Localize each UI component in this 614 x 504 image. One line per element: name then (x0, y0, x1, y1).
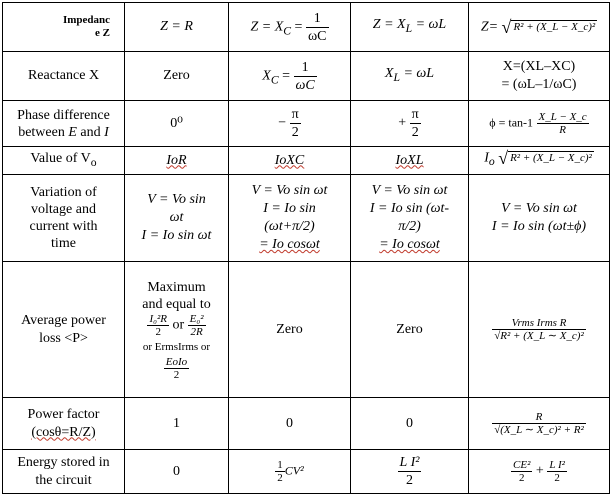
pf-resistor: 1 (125, 398, 229, 450)
vo-resistor-value: IoR (166, 152, 187, 168)
pf-lcr-fraction (492, 411, 586, 436)
energy-capacitor (229, 450, 351, 494)
variation-label-line: voltage and (31, 202, 96, 217)
energy-lcr (469, 450, 610, 494)
variation-label-line: time (51, 236, 76, 251)
energy-lcr-fraction2 (547, 459, 567, 484)
phase-lcr-den: R (559, 124, 566, 136)
vo-label-text: Value of V (30, 150, 91, 166)
power-lcr (469, 262, 610, 398)
power-inductor: Zero (351, 262, 469, 398)
energy-capacitor-num: 1 (277, 459, 283, 471)
header-inductor-sub: L (405, 21, 413, 35)
energy-capacitor-den: 2 (277, 472, 283, 484)
variation-inductor-line: V = Vo sin ωt (371, 183, 448, 198)
table-row-vo (3, 147, 610, 175)
header-capacitor-lhs: Z = X (250, 19, 284, 35)
power-resistor-f2-num: E₀² (189, 312, 204, 325)
table-row-header (3, 3, 610, 52)
header-label-line1: Impedanc (62, 14, 110, 26)
variation-resistor (125, 175, 229, 262)
header-capacitor-fraction (306, 10, 329, 45)
phase-inductor-sign: + (398, 115, 407, 131)
phase-resistor: 0⁰ (125, 101, 229, 147)
phase-capacitor-num: π (291, 107, 299, 122)
reactance-resistor: Zero (125, 52, 229, 101)
variation-lcr-line: V = Vo sin ωt (501, 201, 577, 216)
energy-capacitor-fraction (275, 459, 285, 484)
vo-resistor (125, 147, 229, 175)
table-row-reactance (3, 52, 610, 101)
pf-label-line2: (cosθ=R/Z) (31, 424, 96, 440)
reactance-inductor-sub: L (393, 70, 400, 84)
vo-lcr-sub: o (488, 155, 495, 169)
power-resistor (125, 262, 229, 398)
variation-capacitor-line: I = Io sin (263, 201, 316, 216)
table-row-variation (3, 175, 610, 262)
phase-capacitor (229, 101, 351, 147)
power-resistor-fraction2 (188, 313, 206, 338)
energy-inductor-num: L I² (399, 455, 420, 470)
reactance-lcr (469, 52, 610, 101)
energy-lcr-plus: + (535, 463, 544, 479)
table-row-power-factor (3, 398, 610, 450)
variation-lcr (469, 175, 610, 262)
power-label-line1: Average power (21, 312, 106, 328)
pf-lcr (469, 398, 610, 450)
header-lcr-cell (469, 3, 610, 52)
header-capacitor-den: ωC (307, 28, 327, 44)
phase-lcr (469, 101, 610, 147)
reactance-capacitor-lhs: X (262, 68, 271, 84)
variation-resistor-line: I = Io sin ωt (141, 228, 212, 243)
phase-capacitor-den: 2 (291, 125, 299, 140)
ac-circuit-comparison-table (2, 2, 610, 494)
phase-label-e: E (68, 124, 77, 140)
table-row-phase (3, 101, 610, 147)
energy-capacitor-rhs: CV² (284, 463, 304, 478)
power-resistor-line2: and equal to (142, 296, 211, 312)
vo-label (3, 147, 125, 175)
energy-inductor (351, 450, 469, 494)
variation-inductor-line: π/2) (398, 219, 421, 234)
table-row-energy (3, 450, 610, 494)
energy-lcr-fraction1 (511, 459, 532, 484)
phase-lcr-pre: ϕ = tan-1 (489, 115, 534, 130)
power-lcr-den: R² + (X_L ∼ X_c)² (500, 330, 584, 342)
vo-capacitor (229, 147, 351, 175)
variation-capacitor-line: V = Vo sin ωt (251, 183, 328, 198)
header-inductor-lhs: Z = X (372, 17, 406, 33)
phase-label-and: and (76, 124, 105, 140)
reactance-capacitor-den: ωC (295, 77, 315, 93)
header-resistor-cell (125, 3, 229, 52)
power-resistor-fraction3 (164, 356, 189, 381)
header-lcr-lhs: Z= (480, 19, 499, 35)
phase-inductor-num: π (411, 107, 419, 122)
phase-label (3, 101, 125, 147)
pf-lcr-num: R (492, 411, 586, 424)
power-capacitor: Zero (229, 262, 351, 398)
phase-inductor-fraction (410, 106, 421, 141)
pf-lcr-den: (X_L ∼ X_c)² + R² (500, 424, 584, 436)
sqrt-icon: √ (494, 330, 501, 342)
reactance-capacitor-fraction (294, 59, 317, 94)
reactance-inductor (351, 52, 469, 101)
vo-lcr-pre: I (484, 150, 489, 166)
power-resistor-fraction1 (147, 313, 169, 338)
header-capacitor-sub: C (283, 24, 292, 38)
reactance-lcr-line2: = (ωL–1/ωC) (501, 77, 577, 92)
vo-inductor-value: IoXL (395, 152, 424, 168)
energy-inductor-den: 2 (406, 473, 413, 488)
phase-lcr-num: X_L − X_c (538, 111, 587, 123)
phase-capacitor-fraction (290, 106, 301, 141)
variation-resistor-line: ωt (169, 210, 184, 225)
power-resistor-f1-den: 2 (155, 325, 161, 338)
phase-label-between: between (18, 124, 69, 140)
variation-capacitor-line: (ωt+π/2) (264, 219, 315, 234)
power-label-line2: loss <P> (39, 330, 88, 346)
variation-lcr-line: I = Io sin (ωt±ϕ) (491, 219, 587, 234)
pf-label (3, 398, 125, 450)
sqrt-icon: √ R² + (X_L − X_c)² (498, 148, 592, 169)
header-inductor-rhs: = ωL (412, 17, 447, 33)
power-resistor-f3-den: 2 (173, 368, 180, 381)
power-resistor-f3-num: EoIo (165, 355, 188, 368)
variation-inductor (351, 175, 469, 262)
phase-lcr-fraction (537, 111, 589, 136)
variation-inductor-line: = Io cosωt (379, 237, 440, 252)
vo-label-sub: o (90, 155, 97, 169)
header-lcr-arg: R² + (X_L − X_c)² (513, 20, 596, 33)
power-resistor-f1-num: I₀²R (149, 312, 167, 325)
power-resistor-f2-den: 2R (190, 325, 203, 338)
reactance-capacitor: $X_C$ = $\frac{1}{\omega C}$ (229, 52, 351, 101)
pf-capacitor: 0 (229, 398, 351, 450)
energy-lcr-f2-num: L I² (549, 459, 565, 471)
phase-label-line1: Phase difference (17, 107, 110, 123)
variation-inductor-line: I = Io sin (ωt- (369, 201, 450, 216)
power-lcr-fraction (492, 317, 586, 342)
reactance-inductor-lhs: X (384, 66, 394, 82)
reactance-inductor-rhs: = ωL (399, 66, 435, 82)
pf-lcr-den-wrap (492, 424, 586, 436)
phase-capacitor-sign: − (278, 115, 287, 131)
energy-lcr-f1-den: 2 (518, 472, 525, 484)
variation-label-line: current with (29, 219, 98, 234)
header-capacitor-num: 1 (306, 10, 329, 28)
power-lcr-den-wrap (492, 330, 586, 342)
reactance-capacitor-sub: C (270, 73, 279, 87)
power-resistor-line4: or ErmsIrms or (142, 340, 211, 353)
phase-inductor (351, 101, 469, 147)
vo-lcr (469, 147, 610, 175)
pf-label-line1: Power factor (27, 406, 100, 422)
sqrt-icon: √ (494, 424, 501, 436)
header-resistor-formula: Z = R (160, 19, 193, 34)
header-label-line2: e Z (95, 27, 110, 39)
variation-capacitor-line: = Io cosωt (259, 237, 320, 252)
table-row-power (3, 262, 610, 398)
power-resistor-or: or (172, 317, 185, 333)
energy-label-line2: the circuit (35, 472, 92, 488)
header-inductor-cell (351, 3, 469, 52)
reactance-capacitor-num: 1 (294, 59, 317, 77)
variation-label (3, 175, 125, 262)
variation-capacitor (229, 175, 351, 262)
energy-resistor: 0 (125, 450, 229, 494)
energy-label-line1: Energy stored in (17, 454, 110, 470)
reactance-label: Reactance X (3, 52, 125, 101)
power-resistor-line1: Maximum (147, 279, 206, 295)
power-lcr-num: Vrms Irms R (492, 317, 586, 330)
vo-lcr-arg: R² + (X_L − X_c)² (510, 152, 592, 165)
variation-resistor-line: V = Vo sin (147, 192, 206, 207)
phase-inductor-den: 2 (411, 125, 419, 140)
reactance-lcr-line1: X=(XL–XC) (502, 59, 576, 74)
vo-inductor (351, 147, 469, 175)
energy-lcr-f2-den: 2 (554, 472, 560, 484)
header-capacitor-cell: $Z = X_C$ = $\frac{1}{\omega C}$ (229, 3, 351, 52)
sqrt-icon: √ R² + (X_L − X_c)² (501, 16, 596, 37)
phase-label-i: I (104, 124, 109, 140)
energy-inductor-fraction (398, 454, 422, 489)
energy-label (3, 450, 125, 494)
vo-capacitor-value: IoXC (274, 152, 305, 168)
energy-lcr-f1-num: CE² (513, 459, 531, 471)
header-label-cell (3, 3, 125, 52)
variation-label-line: Variation of (30, 185, 97, 200)
pf-inductor: 0 (351, 398, 469, 450)
power-label (3, 262, 125, 398)
